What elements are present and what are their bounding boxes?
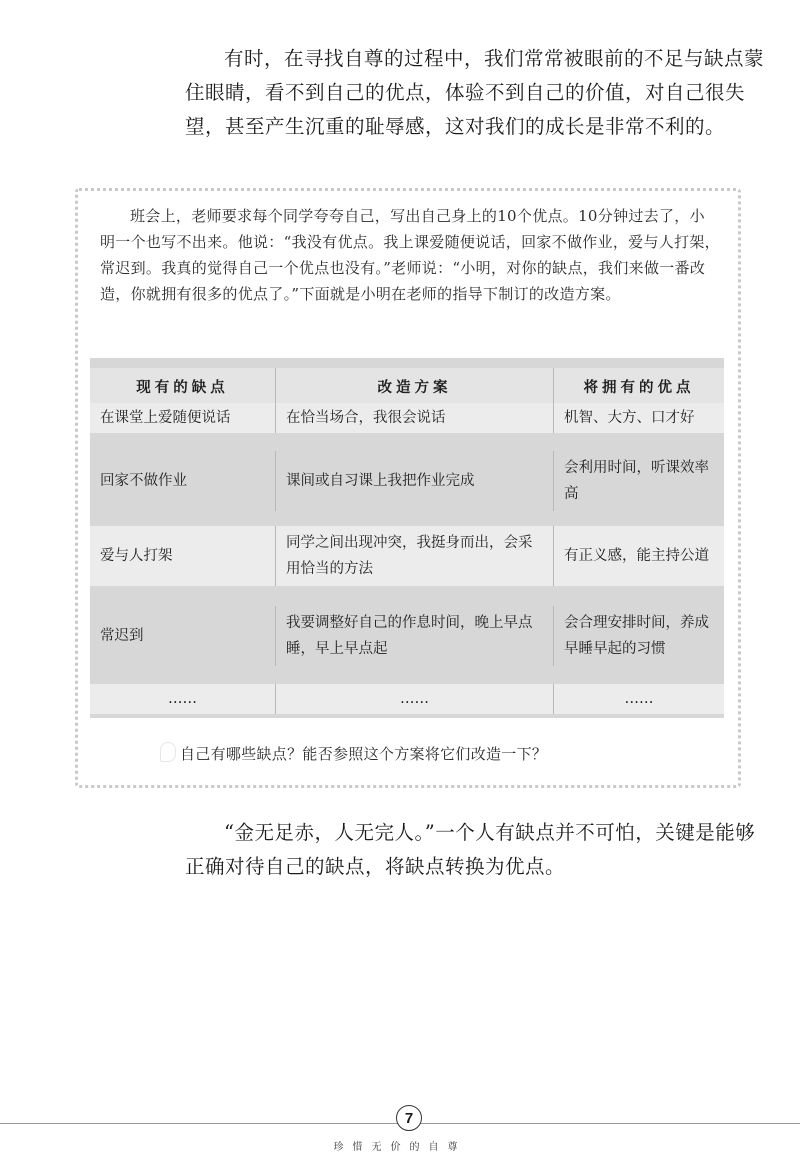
header-improvement-plan: 改造方案: [275, 368, 553, 408]
header-current-shortcomings: 现有的缺点: [136, 379, 229, 396]
strength-cell: 会合理安排时间，养成早睡早起的习惯: [553, 606, 724, 666]
plan-cell: 同学之间出现冲突，我挺身而出，会采用恰当的方法: [275, 526, 553, 586]
strength-cell: 机智、大方、口才好: [553, 403, 724, 433]
strength-cell: 有正义感，能主持公道: [553, 526, 724, 586]
running-title: 珍惜无价的自尊: [333, 1142, 467, 1153]
shortcoming-cell: 爱与人打架: [100, 548, 173, 564]
plan-cell: 在恰当场合，我很会说话: [275, 403, 553, 433]
table-row: [90, 526, 724, 586]
table-row: [90, 684, 724, 714]
ellipsis-cell: ……: [168, 691, 197, 707]
shortcoming-cell: 在课堂上爱随便说话: [100, 410, 231, 426]
table-row: [90, 606, 724, 666]
table-row: [90, 403, 724, 433]
shortcoming-cell: 回家不做作业: [100, 473, 187, 489]
plan-cell: 课间或自习课上我把作业完成: [275, 451, 553, 511]
ellipsis-cell: ……: [275, 684, 553, 714]
case-story-text: 班会上，老师要求每个同学夸夸自己，写出自己身上的10个优点。10分钟过去了，小明一个也写不出来。他说：“我没有优点。我上课爱随便说话，回家不做作业，爱与人打架，常迟到。我真的觉得自己一个优点也没有。”老师说：“小明，对你的缺点，我们来做一番改造，你就拥有很多的优点了。”下面就是小明在老师的指导下制订的改造方案。: [100, 207, 720, 303]
intro-paragraph: 有时，在寻找自尊的过程中，我们常常被眼前的不足与缺点蒙住眼睛，看不到自己的优点，体验不到自己的价值，对自己很失望，甚至产生沉重的耻辱感，这对我们的成长是非常不利的。: [185, 47, 765, 138]
reflection-question: 自己有哪些缺点？能否参照这个方案将它们改造一下？: [180, 745, 548, 763]
page-number: 7: [396, 1105, 422, 1131]
improvement-plan-table: [90, 358, 724, 718]
header-future-strengths: 将拥有的优点: [553, 368, 724, 408]
plan-cell: 我要调整好自己的作息时间，晚上早点睡，早上早点起: [275, 606, 553, 666]
table-header-row: [90, 368, 724, 408]
table-row: [90, 451, 724, 511]
closing-paragraph: “金无足赤，人无完人。”一个人有缺点并不可怕，关键是能够正确对待自己的缺点，将缺点转换为优点。: [185, 821, 756, 878]
speech-bubble-icon: [160, 742, 176, 762]
ellipsis-cell: ……: [553, 684, 724, 714]
shortcoming-cell: 常迟到: [100, 628, 144, 644]
strength-cell: 会利用时间，听课效率高: [553, 451, 724, 511]
